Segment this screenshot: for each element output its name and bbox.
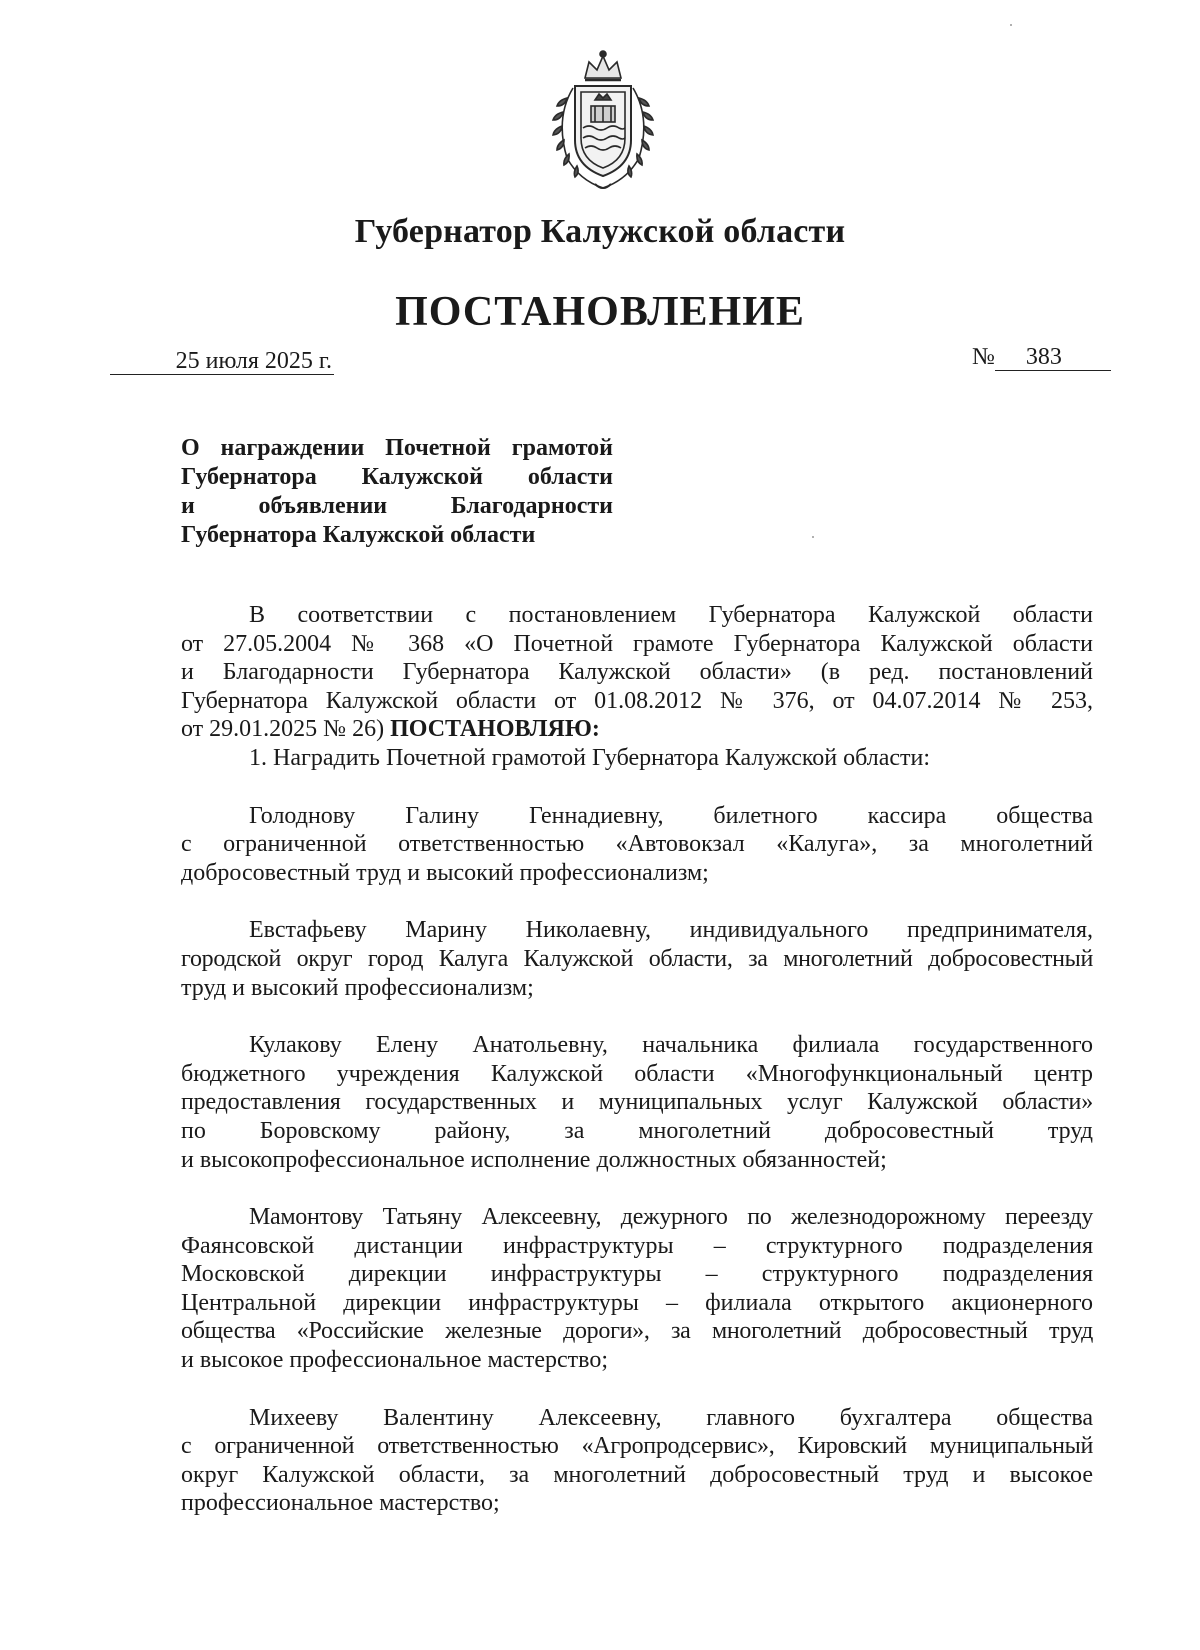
decree-word: ПОСТАНОВЛЯЮ: bbox=[390, 716, 600, 743]
preamble-line: и Благодарности Губернатора Калужской области» (в ред. постановлений bbox=[181, 659, 1093, 686]
subject-line: Губернатора Калужской области bbox=[181, 464, 613, 490]
award-line: Евстафьеву Марину Николаевну, индивидуального предпринимателя, bbox=[249, 917, 1093, 944]
award-line: предоставления государственных и муниципальных услуг Калужской области» bbox=[181, 1089, 1093, 1116]
award-line: общества «Российские железные дороги», за многолетний добросовестный труд bbox=[181, 1318, 1093, 1345]
award-line: добросовестный труд и высокий профессионализм; bbox=[181, 859, 709, 886]
scan-speck bbox=[1010, 24, 1012, 26]
award-line: Московской дирекции инфраструктуры – структурного подразделения bbox=[181, 1261, 1093, 1288]
preamble-line bbox=[181, 715, 1093, 744]
preamble-line: Губернатора Калужской области от 01.08.2012 № 376, от 04.07.2014 № 253, bbox=[181, 687, 1093, 714]
coat-of-arms-emblem bbox=[545, 48, 661, 194]
award-line: и высокое профессиональное мастерство; bbox=[181, 1347, 608, 1374]
award-line: с ограниченной ответственностью «Автовокзал «Калуга», за многолетний bbox=[181, 831, 1093, 858]
subject-line: Губернатора Калужской области bbox=[181, 522, 536, 548]
document-number bbox=[972, 344, 1111, 371]
award-line: Мамонтову Татьяну Алексеевну, дежурного по железнодорожному переезду bbox=[249, 1204, 1093, 1231]
award-line: Кулакову Елену Анатольевну, начальника филиала государственного bbox=[249, 1032, 1093, 1059]
subject-line: О награждении Почетной грамотой bbox=[181, 435, 613, 461]
award-line: и высокопрофессиональное исполнение должностных обязанностей; bbox=[181, 1146, 887, 1173]
award-line: по Боровскому району, за многолетний добросовестный труд bbox=[181, 1117, 1093, 1144]
award-line: труд и высокий профессионализм; bbox=[181, 974, 534, 1001]
award-line: с ограниченной ответственностью «Агропродсервис», Кировский муниципальный bbox=[181, 1433, 1093, 1460]
document-subject bbox=[181, 434, 613, 550]
award-line: городской округ город Калуга Калужской области, за многолетний добросовестный bbox=[181, 945, 1093, 972]
award-line: профессиональное мастерство; bbox=[181, 1490, 500, 1517]
subject-line: и объявлении Благодарности bbox=[181, 493, 613, 519]
scan-speck bbox=[812, 536, 814, 538]
award-line: Центральной дирекции инфраструктуры – филиала открытого акционерного bbox=[181, 1289, 1093, 1316]
preamble-line: В соответствии с постановлением Губернатора Калужской области bbox=[249, 602, 1093, 628]
preamble-last: от 29.01.2025 № 26) bbox=[181, 716, 385, 743]
award-line: Голоднову Галину Геннадиевну, билетного кассира общества bbox=[249, 802, 1093, 829]
award-line: округ Калужской области, за многолетний добросовестный труд и высокое bbox=[181, 1461, 1093, 1488]
document-type-title: ПОСТАНОВЛЕНИЕ bbox=[395, 289, 805, 335]
document-body bbox=[181, 601, 1093, 1518]
item-1-heading: 1. Наградить Почетной грамотой Губернатора Калужской области: bbox=[249, 744, 931, 771]
number-label: № bbox=[972, 344, 995, 370]
award-line: Михееву Валентину Алексеевну, главного бухгалтера общества bbox=[249, 1404, 1093, 1431]
award-line: бюджетного учреждения Калужской области «Многофункциональный центр bbox=[181, 1060, 1093, 1087]
award-line: Фаянсовской дистанции инфраструктуры – структурного подразделения bbox=[181, 1232, 1093, 1259]
preamble-line: от 27.05.2004 № 368 «О Почетной грамоте Губернатора Калужской области bbox=[181, 630, 1093, 657]
issuing-authority: Губернатор Калужской области bbox=[354, 213, 846, 250]
document-date: 25 июля 2025 г. bbox=[110, 348, 334, 375]
number-value: 383 bbox=[995, 344, 1111, 371]
